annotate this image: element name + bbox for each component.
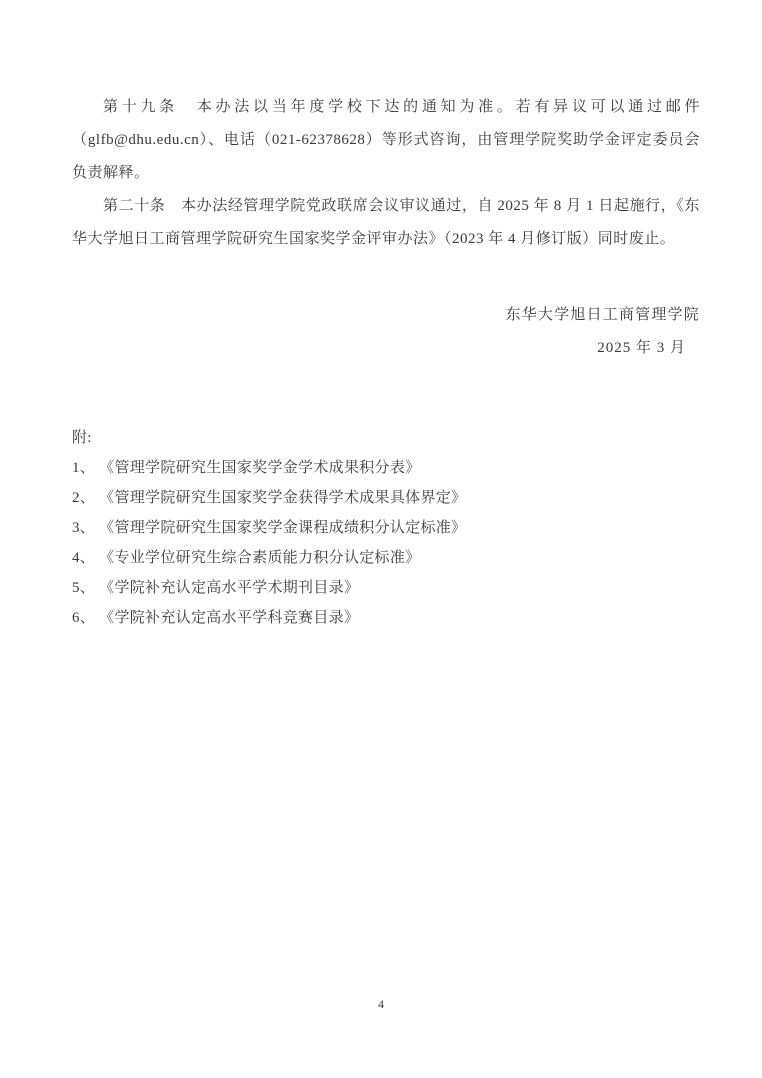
article-20-paragraph [72, 190, 700, 256]
article-20-line-2: 华大学旭日工商管理学院研究生国家奖学金评审办法》（2023 年 4 月修订版）同时废止。 [72, 231, 676, 247]
attachment-item-6: 6、 《学院补充认定高水平学科竞赛目录》 [72, 610, 360, 626]
signature-date: 2025 年 3 月 [597, 340, 686, 356]
attachment-item-5: 5、 《学院补充认定高水平学术期刊目录》 [72, 580, 360, 596]
article-20-line-1: 第二十条 本办法经管理学院党政联席会议审议通过，自 2025 年 8 月 1 日起施行，《东 [103, 198, 700, 214]
article-19-line-1: 第十九条 本办法以当年度学校下达的通知为准。若有异议可以通过邮件 [103, 99, 700, 115]
article-19-line-2: （glfb@dhu.edu.cn）、电话（021-62378628）等形式咨询，由管理学院奖助学金评定委员会 [72, 132, 700, 148]
attachment-item-3: 3、 《管理学院研究生国家奖学金课程成绩积分认定标准》 [72, 520, 467, 536]
attachment-item-1: 1、 《管理学院研究生国家奖学金学术成果积分表》 [72, 460, 421, 476]
document-body [72, 91, 700, 633]
attachments-section [72, 423, 700, 633]
page-number: 4 [378, 997, 384, 1011]
signature-organization: 东华大学旭日工商管理学院 [505, 307, 700, 323]
article-19-paragraph [72, 91, 700, 190]
attachment-item-4: 4、 《专业学位研究生综合素质能力积分认定标准》 [72, 550, 421, 566]
article-19-line-3: 负责解释。 [72, 165, 150, 181]
attachment-item-2: 2、 《管理学院研究生国家奖学金获得学术成果具体界定》 [72, 490, 467, 506]
attachments-label: 附: [72, 430, 92, 446]
signature-block [72, 299, 700, 365]
